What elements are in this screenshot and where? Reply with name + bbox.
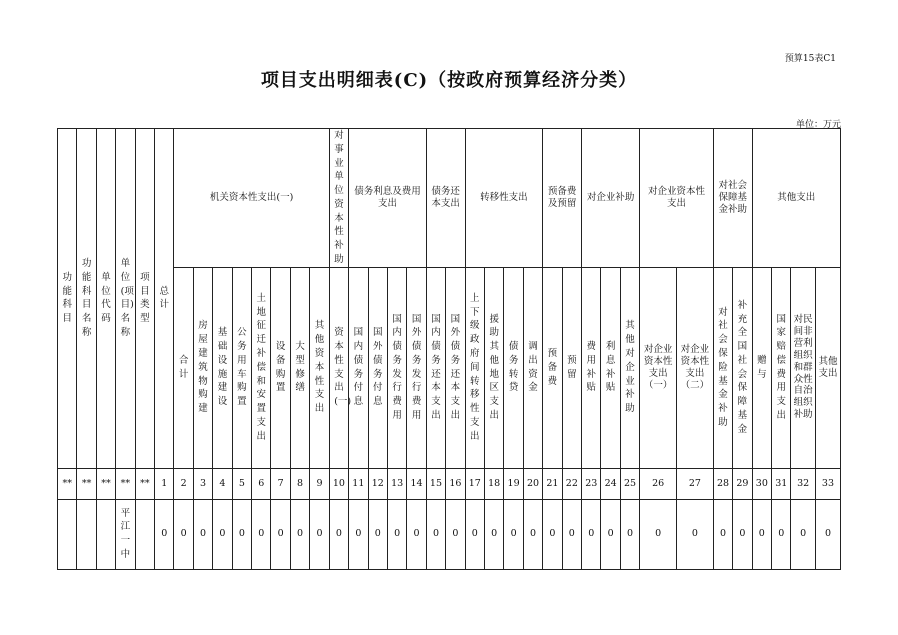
- value-cell: 0: [562, 499, 581, 569]
- group-header: 对企业资本性支出: [640, 129, 714, 268]
- column-number: 16: [446, 468, 465, 499]
- header-project-type: 项目类型: [135, 129, 154, 469]
- column-number: 7: [271, 468, 290, 499]
- column-header: 利息补贴: [601, 267, 620, 468]
- column-number: 30: [752, 468, 771, 499]
- column-header: 赠与: [752, 267, 771, 468]
- column-number: 22: [562, 468, 581, 499]
- header-unit-name: 单位(项目)名称: [116, 129, 135, 469]
- column-number: 23: [582, 468, 601, 499]
- column-number: 21: [543, 468, 562, 499]
- column-header: 其他资本性支出: [310, 267, 329, 468]
- column-number: 31: [772, 468, 791, 499]
- value-cell: 0: [155, 499, 174, 569]
- group-header: 机关资本性支出(一): [174, 129, 329, 268]
- value-cell: 0: [387, 499, 406, 569]
- value-cell: 0: [504, 499, 523, 569]
- value-cell: 0: [407, 499, 426, 569]
- column-number: 4: [213, 468, 232, 499]
- column-header: 国外债务还本支出: [446, 267, 465, 468]
- code-cell: **: [96, 468, 115, 499]
- column-header: 其他对企业补助: [620, 267, 639, 468]
- group-header: 对事业单位资本性补助: [329, 129, 348, 268]
- column-header: 国内债务付息: [349, 267, 368, 468]
- value-cell: 0: [772, 499, 791, 569]
- column-number: 26: [640, 468, 677, 499]
- value-cell: 0: [713, 499, 732, 569]
- group-header: 对社会保障基金补助: [713, 129, 752, 268]
- column-header: 国内债务还本支出: [426, 267, 445, 468]
- column-number: 9: [310, 468, 329, 499]
- value-cell: 0: [791, 499, 816, 569]
- value-cell: 0: [310, 499, 329, 569]
- column-header: 国外债务发行费用: [407, 267, 426, 468]
- column-header: 补充全国社会保障基金: [733, 267, 752, 468]
- value-cell: 0: [601, 499, 620, 569]
- column-number: 3: [193, 468, 212, 499]
- code-cell: **: [58, 468, 77, 499]
- column-number: 27: [677, 468, 714, 499]
- column-number: 8: [290, 468, 309, 499]
- group-header: 转移性支出: [465, 129, 543, 268]
- column-number: 11: [349, 468, 368, 499]
- value-cell: 0: [640, 499, 677, 569]
- column-header: 合计: [174, 267, 193, 468]
- page-title: 项目支出明细表(C)（按政府预算经济分类）: [260, 70, 638, 91]
- column-number: 2: [174, 468, 193, 499]
- value-cell: 0: [815, 499, 840, 569]
- column-number: 15: [426, 468, 445, 499]
- column-header: 土地征迁补偿和安置支出: [252, 267, 271, 468]
- header-func-subject-name: 功能科目名称: [77, 129, 96, 469]
- column-header: 债务转贷: [504, 267, 523, 468]
- value-cell: 0: [523, 499, 542, 569]
- value-cell: 0: [329, 499, 348, 569]
- column-number: 6: [252, 468, 271, 499]
- column-header: 对企业资本性支出（二）: [677, 267, 714, 468]
- column-number: 33: [815, 468, 840, 499]
- value-cell: 0: [213, 499, 232, 569]
- column-header: 公务用车购置: [232, 267, 251, 468]
- column-number: 13: [387, 468, 406, 499]
- value-cell: 0: [582, 499, 601, 569]
- empty-cell: [96, 499, 115, 569]
- code-cell: **: [116, 468, 135, 499]
- code-cell: **: [77, 468, 96, 499]
- column-number: 19: [504, 468, 523, 499]
- value-cell: 0: [290, 499, 309, 569]
- column-number: 24: [601, 468, 620, 499]
- column-header: 大型修缮: [290, 267, 309, 468]
- value-cell: 0: [174, 499, 193, 569]
- unit-name-cell: 平江一中: [116, 499, 135, 569]
- column-header: 国家赔偿费用支出: [772, 267, 791, 468]
- column-number: 10: [329, 468, 348, 499]
- group-header: 对企业补助: [582, 129, 640, 268]
- column-header: 援助其他地区支出: [484, 267, 503, 468]
- value-cell: 0: [752, 499, 771, 569]
- header-func-subject: 功能科目: [58, 129, 77, 469]
- value-cell: 0: [446, 499, 465, 569]
- column-number: 12: [368, 468, 387, 499]
- column-header: 国内债务发行费用: [387, 267, 406, 468]
- column-number: 17: [465, 468, 484, 499]
- expenditure-table: [57, 128, 841, 570]
- header-unit-code: 单位代码: [96, 129, 115, 469]
- value-cell: 0: [252, 499, 271, 569]
- column-header: 预留: [562, 267, 581, 468]
- group-header: 预备费及预留: [543, 129, 582, 268]
- value-cell: 0: [733, 499, 752, 569]
- column-header: 基础设施建设: [213, 267, 232, 468]
- value-cell: 0: [465, 499, 484, 569]
- value-cell: 0: [193, 499, 212, 569]
- column-header: 上下级政府间转移性支出: [465, 267, 484, 468]
- column-number: 5: [232, 468, 251, 499]
- empty-cell: [135, 499, 154, 569]
- column-number: 32: [791, 468, 816, 499]
- column-header: 资本性支出(一): [329, 267, 348, 468]
- value-cell: 0: [484, 499, 503, 569]
- group-header: 债务还本支出: [426, 129, 465, 268]
- column-header: 预备费: [543, 267, 562, 468]
- column-header: 费用补贴: [582, 267, 601, 468]
- column-header: 房屋建筑物购建: [193, 267, 212, 468]
- value-cell: 0: [232, 499, 251, 569]
- value-cell: 0: [271, 499, 290, 569]
- value-cell: 0: [349, 499, 368, 569]
- code-cell: **: [135, 468, 154, 499]
- doc-number: 预算15表C1: [784, 54, 836, 64]
- column-number: 1: [155, 468, 174, 499]
- column-header: 国外债务付息: [368, 267, 387, 468]
- column-header: 设备购置: [271, 267, 290, 468]
- value-cell: 0: [426, 499, 445, 569]
- empty-cell: [58, 499, 77, 569]
- column-number: 28: [713, 468, 732, 499]
- value-cell: 0: [620, 499, 639, 569]
- value-cell: 0: [543, 499, 562, 569]
- value-cell: 0: [677, 499, 714, 569]
- group-header: 债务利息及费用支出: [349, 129, 427, 268]
- column-number: 18: [484, 468, 503, 499]
- group-header: 其他支出: [752, 129, 840, 268]
- column-number: 29: [733, 468, 752, 499]
- value-cell: 0: [368, 499, 387, 569]
- column-header: 对民间非营利组织和群众性自治组织补助: [791, 267, 816, 468]
- column-header: 其他支出: [815, 267, 840, 468]
- column-number: 25: [620, 468, 639, 499]
- unit-label: 单位：万元: [795, 120, 841, 130]
- column-header: 调出资金: [523, 267, 542, 468]
- column-number: 14: [407, 468, 426, 499]
- header-total: 总计: [155, 129, 174, 469]
- column-header: 对社会保险基金补助: [713, 267, 732, 468]
- column-header: 对企业资本性支出（一）: [640, 267, 677, 468]
- empty-cell: [77, 499, 96, 569]
- column-number: 20: [523, 468, 542, 499]
